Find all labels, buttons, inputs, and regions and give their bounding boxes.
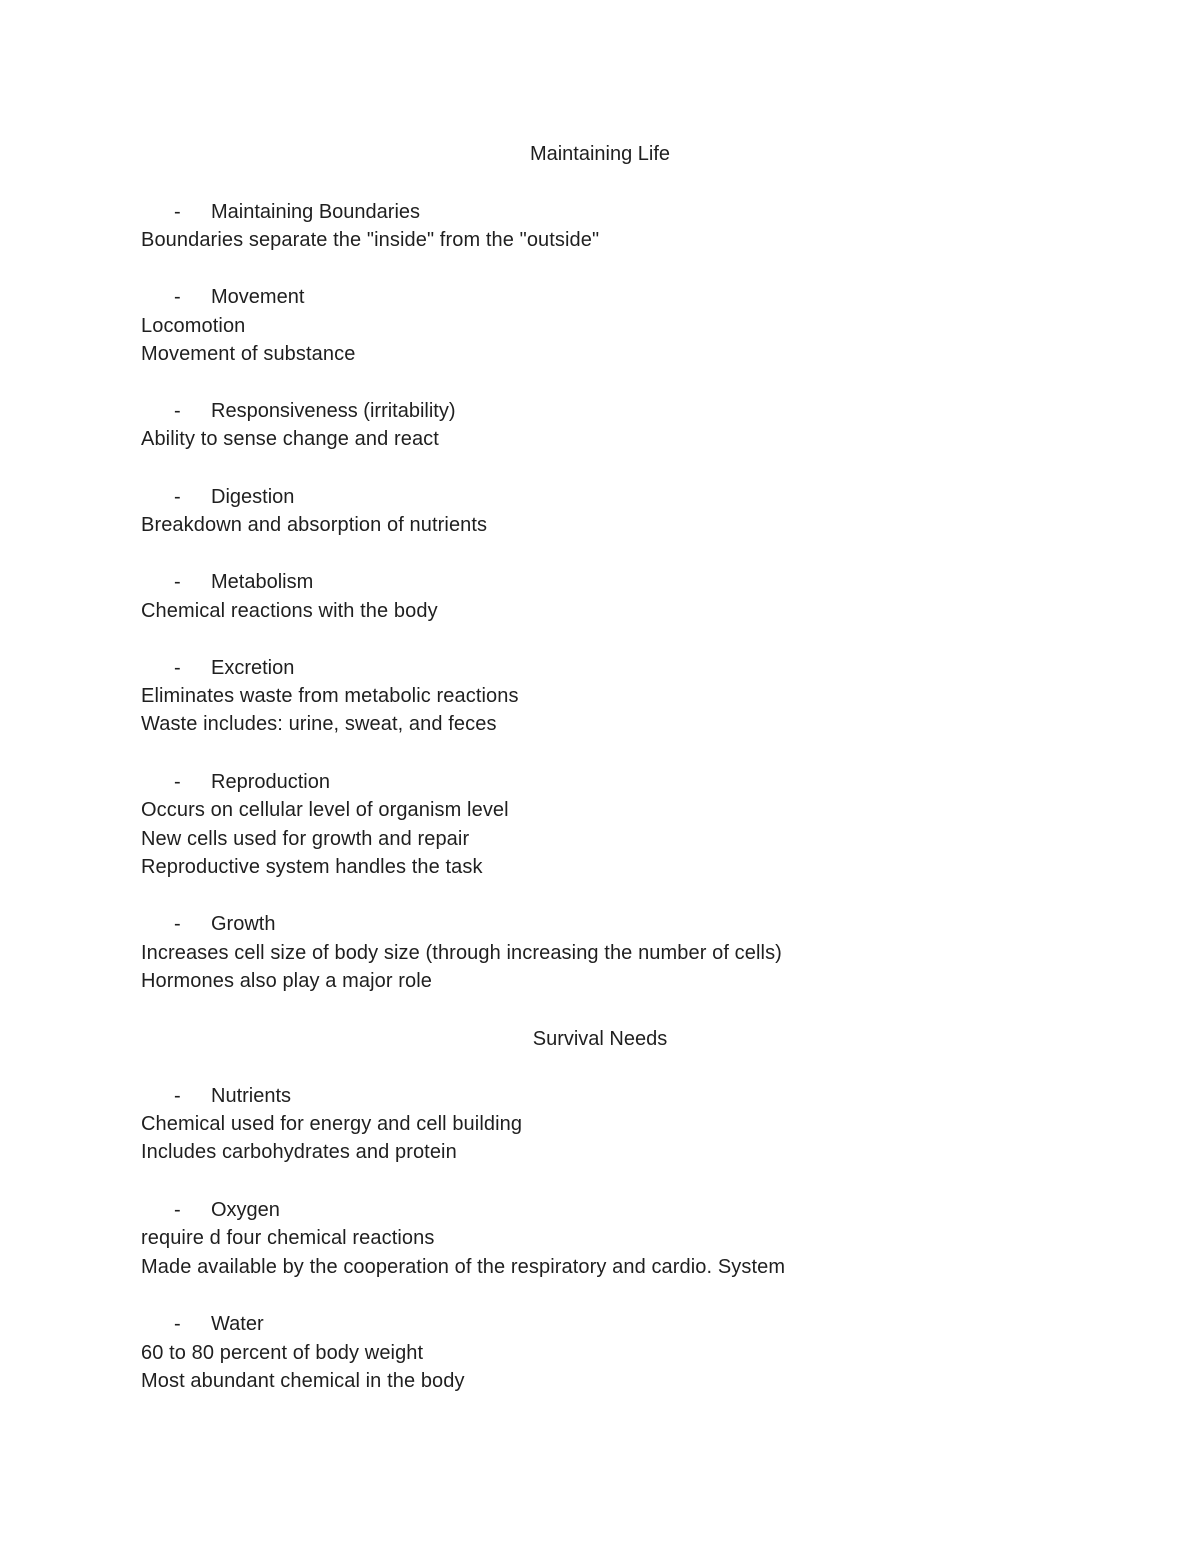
body-line: Ability to sense change and react — [141, 428, 439, 450]
body-line: Made available by the cooperation of the respiratory and cardio. System — [141, 1256, 786, 1278]
bullet-title: Growth — [211, 913, 276, 935]
bullet-title: Movement — [211, 286, 305, 308]
bullet-title: Digestion — [211, 486, 295, 508]
section-heading: Survival Needs — [532, 1028, 668, 1050]
bullet-dash: - — [174, 286, 181, 308]
body-line: Increases cell size of body size (through increasing the number of cells) — [141, 942, 782, 964]
bullet-title: Water — [211, 1313, 264, 1335]
bullet-title: Maintaining Boundaries — [211, 201, 421, 223]
bullet-dash: - — [174, 1085, 181, 1107]
bullet-dash: - — [174, 771, 181, 793]
body-line: Boundaries separate the "inside" from the "outside" — [141, 229, 600, 251]
body-line: Chemical reactions with the body — [141, 600, 438, 622]
body-line: Chemical used for energy and cell building — [141, 1113, 523, 1135]
bullet-dash: - — [174, 400, 181, 422]
bullet-dash: - — [174, 913, 181, 935]
bullet-title: Oxygen — [211, 1199, 280, 1221]
body-line: New cells used for growth and repair — [141, 828, 470, 850]
bullet-title: Responsiveness (irritability) — [211, 400, 456, 422]
body-line: Occurs on cellular level of organism level — [141, 799, 509, 821]
body-line: Reproductive system handles the task — [141, 856, 483, 878]
body-line: Breakdown and absorption of nutrients — [141, 514, 488, 536]
bullet-title: Reproduction — [211, 771, 330, 793]
bullet-dash: - — [174, 201, 181, 223]
bullet-dash: - — [174, 571, 181, 593]
bullet-dash: - — [174, 1313, 181, 1335]
body-line: Includes carbohydrates and protein — [141, 1141, 457, 1163]
body-line: Waste includes: urine, sweat, and feces — [141, 713, 497, 735]
body-line: Movement of substance — [141, 343, 356, 365]
bullet-dash: - — [174, 1199, 181, 1221]
body-line: 60 to 80 percent of body weight — [141, 1342, 424, 1364]
bullet-title: Nutrients — [211, 1085, 292, 1107]
body-line: Hormones also play a major role — [141, 970, 433, 992]
body-line: Most abundant chemical in the body — [141, 1370, 465, 1392]
section-heading: Maintaining Life — [529, 143, 671, 165]
bullet-dash: - — [174, 657, 181, 679]
body-line: Locomotion — [141, 315, 246, 337]
bullet-dash: - — [174, 486, 181, 508]
bullet-title: Metabolism — [211, 571, 314, 593]
body-line: require d four chemical reactions — [141, 1227, 435, 1249]
bullet-title: Excretion — [211, 657, 295, 679]
body-line: Eliminates waste from metabolic reactions — [141, 685, 519, 707]
